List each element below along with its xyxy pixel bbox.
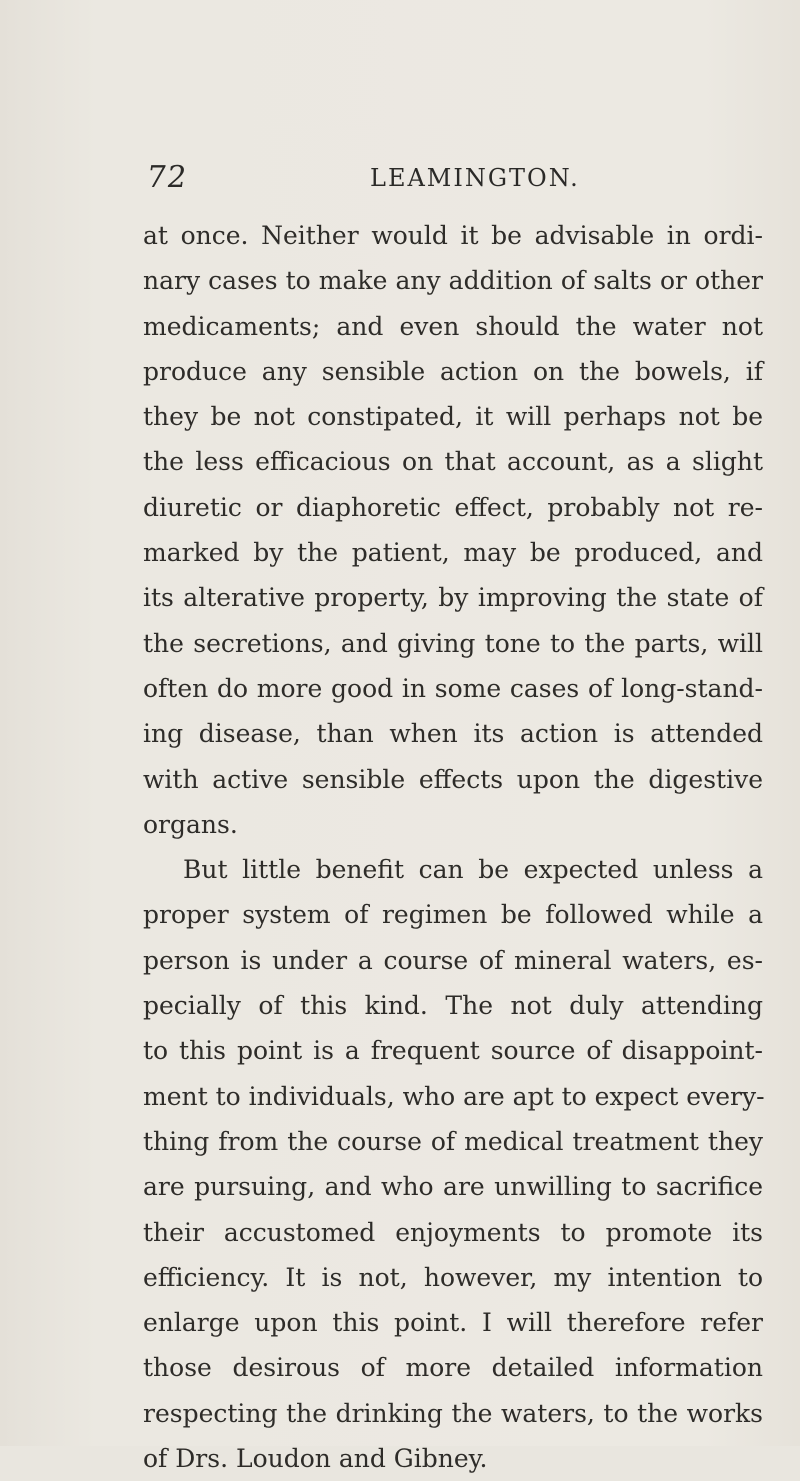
text-line: enlarge upon this point. I will therefore refer [143,1308,763,1338]
text-line: ing disease, than when its action is attended [143,719,763,749]
text-line: its alterative property, by improving the state of [143,583,763,613]
text-line: the secretions, and giving tone to the parts, will [143,628,763,658]
text-line: respecting the drinking the waters, to the works [143,1398,763,1428]
text-line: pecially of this kind. The not duly attending [143,991,763,1021]
body-text [143,213,763,1481]
text-line: produce any sensible action on the bowels, if [143,356,763,386]
text-line: to this point is a frequent source of disappoint- [143,1036,763,1066]
text-line: ment to individuals, who are apt to expect every- [143,1081,765,1111]
text-line: medicaments; and even should the water not [143,311,763,341]
paragraph-1 [143,213,763,847]
running-head: LEAMINGTON. [370,164,580,192]
text-line: proper system of regimen be followed while a [143,900,763,930]
text-line: But little benefit can be expected unless a [183,855,763,885]
text-line: they be not constipated, it will perhaps not be [143,402,763,432]
text-line: with active sensible effects upon the digestive [143,764,763,794]
text-line: organs. [143,809,238,839]
text-line: diuretic or diaphoretic effect, probably not re- [143,492,763,522]
page-number: 72 [144,160,190,195]
text-line: thing from the course of medical treatment they [143,1126,763,1156]
text-line: efficiency. It is not, however, my intention to [143,1262,763,1292]
text-line: at once. Neither would it be advisable in ordi- [143,221,763,250]
page-header [0,160,800,200]
text-line: nary cases to make any addition of salts or other [143,266,763,296]
text-line: marked by the patient, may be produced, and [143,538,763,568]
text-line: the less efficacious on that account, as a slight [143,447,763,477]
text-line: often do more good in some cases of long-stand- [143,673,763,703]
text-line: person is under a course of mineral waters, es- [143,945,763,975]
text-line: are pursuing, and who are unwilling to sacrifice [143,1172,763,1202]
text-line: of Drs. Loudon and Gibney. [143,1444,488,1474]
text-line: those desirous of more detailed information [143,1353,763,1383]
paragraph-2 [143,847,763,1481]
text-line: their accustomed enjoyments to promote its [143,1217,763,1247]
